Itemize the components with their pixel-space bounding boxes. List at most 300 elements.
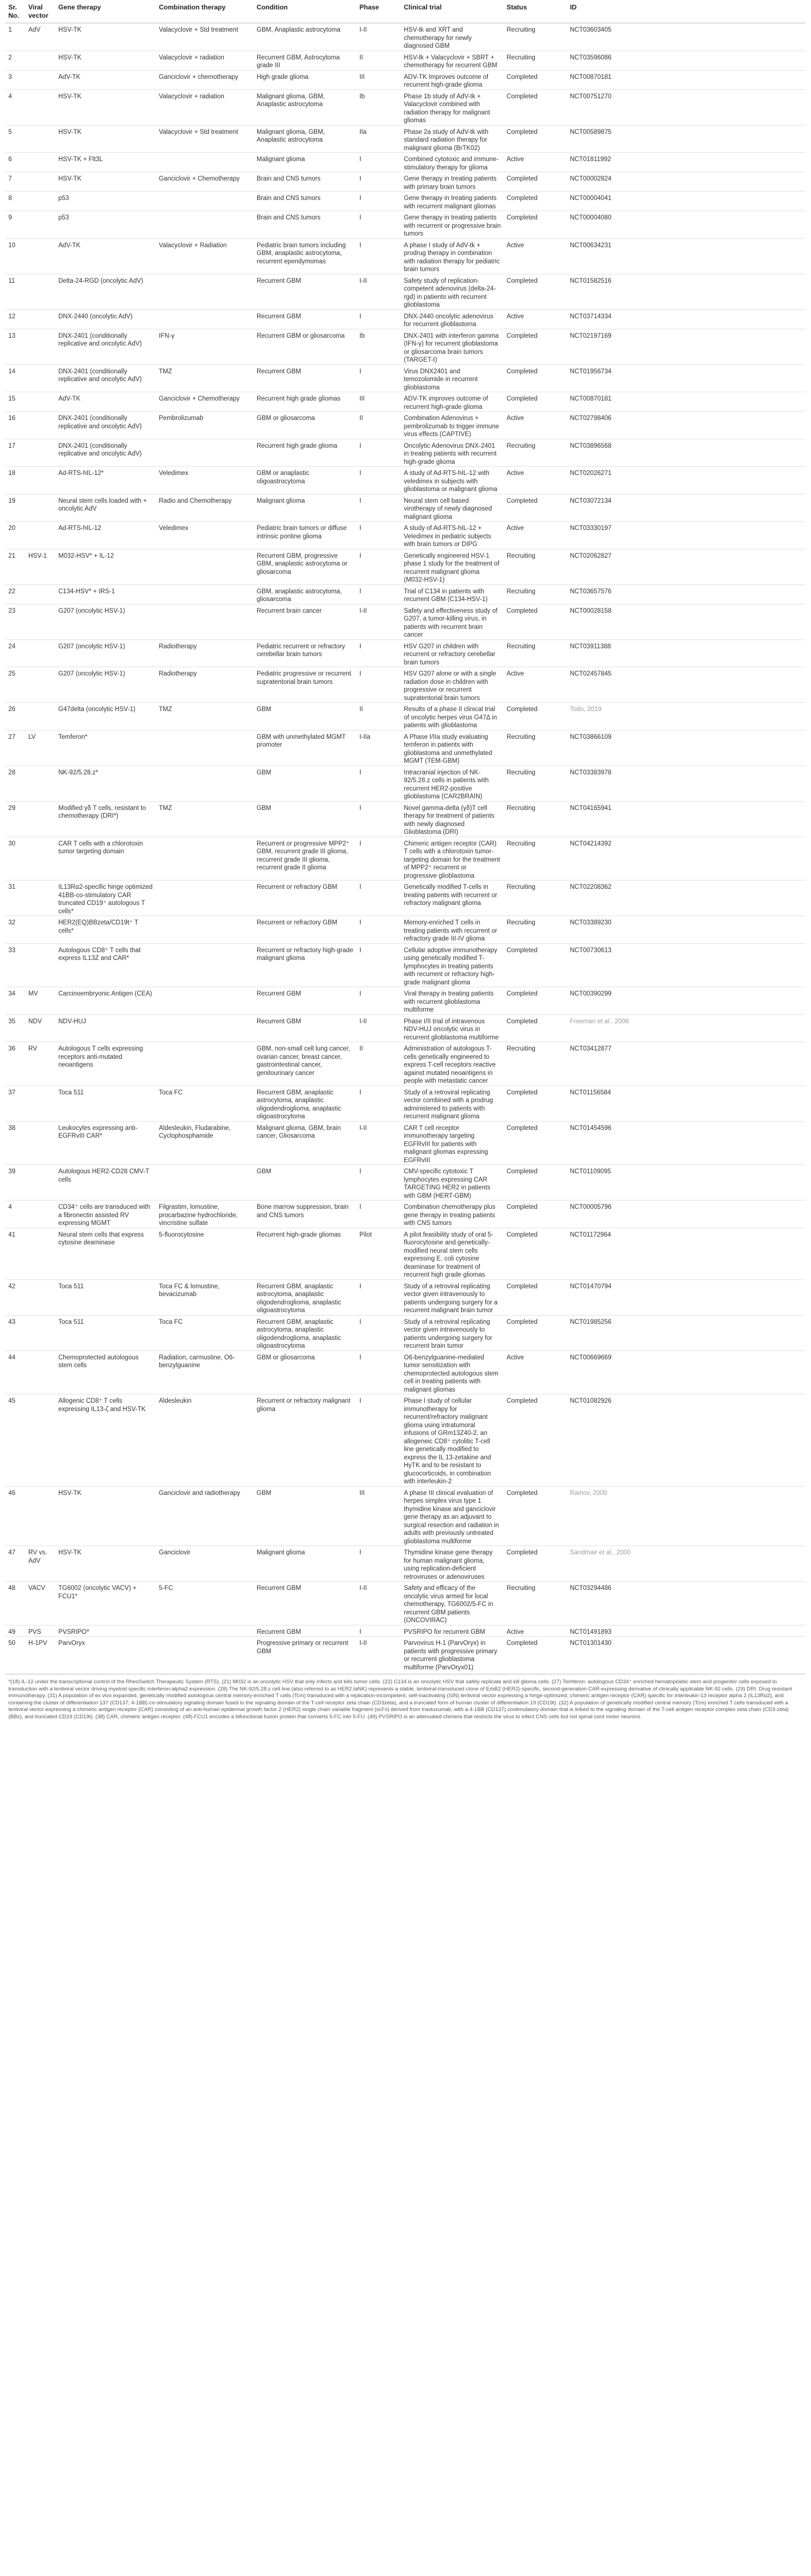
combination-therapy-cell: 5-FC xyxy=(156,1582,254,1625)
condition-cell: Recurrent or refractory malignant glioma xyxy=(254,1394,357,1487)
combination-therapy-cell: Valacyclovir + Std treatment xyxy=(159,27,238,33)
phase-cell: I xyxy=(357,467,401,494)
combination-therapy-cell xyxy=(156,549,254,584)
trial-id-cell: NCT03383978 xyxy=(567,766,805,801)
status-cell: Completed xyxy=(504,172,567,192)
gene-therapy-cell: NDV-HUJ xyxy=(56,1014,156,1042)
status-cell: Completed xyxy=(504,329,567,364)
clinical-trial-cell: Results of a phase II clinical trial of oncolytic herpes virus G47Δ in patients with glioblastoma xyxy=(401,703,504,731)
gene-therapy-cell: HSV-TK xyxy=(56,1486,156,1546)
phase-cell: I xyxy=(357,1165,401,1201)
combination-therapy-cell xyxy=(156,766,254,801)
clinical-trial-cell: PVSRIPO for recurrent GBM xyxy=(401,1625,504,1637)
combination-therapy-cell: Toca FC & lomustine, bevacizumab xyxy=(156,1279,254,1315)
trial-id-cell: NCT03866109 xyxy=(567,730,805,766)
trial-id-cell: NCT00004041 xyxy=(567,192,805,211)
condition-cell: Pediatric brain tumors or diffuse intrinsic pontine glioma xyxy=(254,522,357,549)
viral-vector-cell: MV xyxy=(26,987,56,1015)
status-cell: Completed xyxy=(504,703,567,731)
clinical-trial-cell: Phase I study of cellular immunotherapy for recurrent/refractory malignant glioma using intratumoral infusions of GRm13Z40-2, an allogeneic CD8⁺ cytolitic T-cell line genetically modified to express the IL 13-zetakine and HyTK and to be resistant to glucocorticoids, in combination with interleukin-2 xyxy=(401,1394,504,1487)
table-header xyxy=(6,0,805,23)
trial-id-cell: NCT03714334 xyxy=(567,309,805,329)
sr-no-cell: 22 xyxy=(6,584,26,604)
table-row xyxy=(6,238,805,274)
clinical-trial-cell: Combined cytotoxic and immune-stimulatory therapy for glioma xyxy=(401,153,504,172)
status-cell: Active xyxy=(504,238,567,274)
gene-therapy-cell: Autologous CD8⁺ T cells that express IL13Z and CAR* xyxy=(56,943,156,987)
viral-vector-cell: NDV xyxy=(26,1014,56,1042)
sr-no-cell: 18 xyxy=(6,467,26,494)
clinical-trial-cell: A study of Ad-RTS-hIL-12 with veledimex in subjects with glioblastoma or malignant glioma xyxy=(401,467,504,494)
combination-therapy-cell: Valacyclovir + Radiation xyxy=(156,238,254,274)
viral-vector-cell xyxy=(26,329,56,364)
sr-no-cell: 23 xyxy=(6,604,26,639)
status-cell: Active xyxy=(504,667,567,703)
gene-therapy-cell: HSV-TK xyxy=(56,1546,156,1582)
phase-cell: I xyxy=(357,584,401,604)
viral-vector-cell xyxy=(26,881,56,916)
trial-id-cell: NCT02208362 xyxy=(567,881,805,916)
combination-therapy-cell xyxy=(156,1637,254,1672)
clinical-trial-cell: Parvovirus H-1 (ParvOryx) in patients with progressive primary or recurrent glioblastoma multiforme (ParvOryx01) xyxy=(401,1637,504,1672)
clinical-trial-cell: Phase 2a study of AdV-tk with standard radiation therapy for malignant glioma (BrTK02) xyxy=(401,125,504,153)
combination-therapy-cell xyxy=(156,837,254,881)
table-row xyxy=(6,412,805,439)
combination-therapy-cell: IFN-γ xyxy=(156,329,254,364)
gene-therapy-cell: Chemoprotected autologous stem cells xyxy=(56,1350,156,1394)
status-cell: Active xyxy=(504,412,567,439)
phase-cell: I xyxy=(357,639,401,667)
phase-cell: I xyxy=(357,766,401,801)
trial-id-cell: NCT03603405 xyxy=(570,27,612,33)
viral-vector-cell: H-1PV xyxy=(26,1637,56,1672)
clinical-trial-cell: Virus DNX2401 and temozolomide in recurrent glioblastoma xyxy=(401,364,504,392)
table-row xyxy=(6,639,805,667)
header-phase: Phase xyxy=(357,0,401,23)
sr-no-cell: 2 xyxy=(6,51,26,70)
trial-id-cell: NCT02197169 xyxy=(567,329,805,364)
viral-vector-cell xyxy=(26,211,56,239)
trial-id-cell: NCT01956734 xyxy=(567,364,805,392)
condition-cell: Malignant glioma xyxy=(254,153,357,172)
sr-no-cell: 17 xyxy=(6,439,26,467)
clinical-trial-cell: HSV-tk and XRT and chemotherapy for newly diagnosed GBM xyxy=(404,27,472,49)
condition-cell: Recurrent GBM, anaplastic astrocytoma, anaplastic oligodendroglioma, anaplastic oligoastrocytoma xyxy=(254,1086,357,1121)
viral-vector-cell xyxy=(26,192,56,211)
sr-no-cell: 27 xyxy=(6,730,26,766)
clinical-trial-cell: HSV G207 alone or with a single radiation dose in children with progressive or recurrent supratentorial brain tumors xyxy=(401,667,504,703)
phase-cell: II xyxy=(357,703,401,731)
trial-id-cell: NCT00634231 xyxy=(567,238,805,274)
trial-id-cell: NCT01811992 xyxy=(567,153,805,172)
gene-therapy-cell: Allogenic CD8⁺ T cells expressing IL13-ζ and HSV-TK xyxy=(56,1394,156,1487)
table-row xyxy=(6,192,805,211)
viral-vector-cell xyxy=(26,1394,56,1487)
gene-therapy-cell: ParvOryx xyxy=(56,1637,156,1672)
gene-therapy-cell: AdV-TK xyxy=(56,70,156,89)
gene-therapy-cell: G47delta (oncolytic HSV-1) xyxy=(56,703,156,731)
viral-vector-cell: RV vs. AdV xyxy=(26,1546,56,1582)
clinical-trial-cell: Cellular adoptive immunotherapy using genetically modified T-lymphocytes in treating patients with recurrent or refractory high-grade malignant glioma xyxy=(401,943,504,987)
clinical-trial-cell: HSV-tk + Valacyclovir + SBRT + chemotherapy for recurrent GBM xyxy=(401,51,504,70)
viral-vector-cell: HSV-1 xyxy=(26,549,56,584)
table-row xyxy=(6,916,805,944)
table-row xyxy=(6,667,805,703)
header-combination-therapy: Combination therapy xyxy=(156,0,254,23)
viral-vector-cell xyxy=(26,639,56,667)
clinical-trial-cell: ADV-TK Improves outcome of recurrent high-grade glioma xyxy=(401,70,504,89)
condition-cell: Malignant glioma xyxy=(254,494,357,522)
sr-no-cell: 7 xyxy=(6,172,26,192)
viral-vector-cell: VACV xyxy=(26,1582,56,1625)
header-viral-vector: Viral vector xyxy=(26,0,56,23)
viral-vector-cell xyxy=(26,584,56,604)
condition-cell: Recurrent high-grade gliomas xyxy=(254,1228,357,1279)
clinical-trial-cell: Phase I/II trial of intravenous NDV-HUJ oncolytic virus in recurrent glioblastoma multiforme xyxy=(401,1014,504,1042)
phase-cell: I xyxy=(357,1315,401,1350)
trial-id-cell: NCT03072134 xyxy=(567,494,805,522)
trial-id-cell: NCT00390299 xyxy=(567,987,805,1015)
gene-therapy-cell: G207 (oncolytic HSV-1) xyxy=(56,639,156,667)
gene-therapy-cell: G207 (oncolytic HSV-1) xyxy=(56,604,156,639)
combination-therapy-cell: Ganciclovir + Chemotherapy xyxy=(156,392,254,412)
combination-therapy-cell xyxy=(156,987,254,1015)
combination-therapy-cell: TMZ xyxy=(156,801,254,837)
sr-no-cell: 10 xyxy=(6,238,26,274)
trial-id-cell: NCT00870181 xyxy=(567,392,805,412)
condition-cell: GBM xyxy=(254,1165,357,1201)
phase-cell: I xyxy=(357,1201,401,1228)
condition-cell: Recurrent brain cancer xyxy=(254,604,357,639)
condition-cell: Malignant glioma, GBM, brain cancer, Gliosarcoma xyxy=(254,1121,357,1165)
condition-cell: GBM, anaplastic astrocytoma, gliosarcoma xyxy=(254,584,357,604)
clinical-trial-cell: ADV-TK improves outcome of recurrent high-grade glioma xyxy=(401,392,504,412)
trial-id-cell: NCT00004080 xyxy=(567,211,805,239)
table-row xyxy=(6,1582,805,1625)
trial-id-cell: NCT01156584 xyxy=(567,1086,805,1121)
phase-cell: III xyxy=(357,392,401,412)
viral-vector-cell xyxy=(26,51,56,70)
status-cell: Recruiting xyxy=(504,837,567,881)
gene-therapy-cell: Temferon* xyxy=(56,730,156,766)
trial-id-cell: NCT03389230 xyxy=(567,916,805,944)
viral-vector-cell xyxy=(26,1315,56,1350)
sr-no-cell: 14 xyxy=(6,364,26,392)
combination-therapy-cell: Ganciclovir + Chemotherapy xyxy=(156,172,254,192)
sr-no-cell: 20 xyxy=(6,522,26,549)
sr-no-cell: 38 xyxy=(6,1121,26,1165)
trial-id-cell: NCT01109095 xyxy=(567,1165,805,1201)
gene-therapy-cell: NK-92/5.28.z* xyxy=(56,766,156,801)
trial-id-cell: NCT02062827 xyxy=(567,549,805,584)
condition-cell: GBM with unmethylated MGMT promoter xyxy=(254,730,357,766)
gene-therapy-cell: DNX-2401 (conditionally replicative and oncolytic AdV) xyxy=(56,439,156,467)
table-row xyxy=(6,274,805,309)
sr-no-cell: 21 xyxy=(6,549,26,584)
status-cell: Completed xyxy=(504,1546,567,1582)
gene-therapy-cell: G207 (oncolytic HSV-1) xyxy=(56,667,156,703)
trial-id-cell: NCT03596086 xyxy=(567,51,805,70)
gene-therapy-cell: IL13Rα2-specific hinge optimized 41BB-co-stimulatory CAR truncated CD19⁺ autologous T cells* xyxy=(56,881,156,916)
table-row xyxy=(6,329,805,364)
clinical-trial-cell: Study of a retroviral replicating vector given intravenously to patients undergoing surgery for a recurrent malignant brain tumor xyxy=(401,1279,504,1315)
trial-id-cell: NCT03657576 xyxy=(567,584,805,604)
status-cell: Active xyxy=(504,1350,567,1394)
gene-therapy-cell: M032-HSV* + IL-12 xyxy=(56,549,156,584)
gene-therapy-cell: HSV-TK xyxy=(56,172,156,192)
gene-therapy-cell: Toca 511 xyxy=(56,1086,156,1121)
table-row xyxy=(6,943,805,987)
phase-cell: I-IIa xyxy=(357,730,401,766)
viral-vector-cell xyxy=(26,943,56,987)
status-cell: Completed xyxy=(504,70,567,89)
trial-id-cell: NCT03911388 xyxy=(567,639,805,667)
sr-no-cell: 12 xyxy=(6,309,26,329)
sr-no-cell: 9 xyxy=(6,211,26,239)
phase-cell: I xyxy=(357,172,401,192)
clinical-trial-cell: Gene therapy in treating patients with recurrent malignant gliomas xyxy=(401,192,504,211)
header-gene-therapy: Gene therapy xyxy=(56,0,156,23)
gene-therapy-cell: PVSRIPO* xyxy=(56,1625,156,1637)
gene-therapy-cell: Ad-RTS-hIL-12* xyxy=(56,467,156,494)
status-cell: Active xyxy=(504,309,567,329)
viral-vector-cell xyxy=(26,1279,56,1315)
phase-cell: I xyxy=(357,1546,401,1582)
condition-cell: Brain and CNS tumors xyxy=(254,211,357,239)
status-cell: Completed xyxy=(504,494,567,522)
trial-id-cell: NCT01082926 xyxy=(567,1394,805,1487)
phase-cell: I-II xyxy=(357,1121,401,1165)
viral-vector-cell: AdV xyxy=(28,27,41,33)
trial-id-cell: NCT01172964 xyxy=(567,1228,805,1279)
trial-id-cell: NCT01454596 xyxy=(567,1121,805,1165)
clinical-trial-cell: Safety and efficacy of the oncolytic virus armed for local chemotherapy, TG6002/5-FC in recurrent GBM patients (ONCOVIRAC) xyxy=(401,1582,504,1625)
condition-cell: GBM xyxy=(254,1486,357,1546)
status-cell: Recruiting xyxy=(504,1582,567,1625)
combination-therapy-cell xyxy=(156,309,254,329)
phase-cell: Pilot xyxy=(357,1228,401,1279)
gene-therapy-cell: Toca 511 xyxy=(56,1279,156,1315)
condition-cell: Recurrent GBM xyxy=(254,364,357,392)
combination-therapy-cell: Valacyclovir + Std treatment xyxy=(156,125,254,153)
status-cell: Completed xyxy=(504,89,567,125)
combination-therapy-cell xyxy=(156,211,254,239)
clinical-trial-cell: Viral therapy in treating patients with recurrent glioblastoma multiforme xyxy=(401,987,504,1015)
status-cell: Completed xyxy=(504,1228,567,1279)
sr-no-cell: 41 xyxy=(6,1228,26,1279)
phase-cell: III xyxy=(357,70,401,89)
table-row xyxy=(6,1625,805,1637)
gene-therapy-cell: Neural stem cells that express cytosine deaminase xyxy=(56,1228,156,1279)
sr-no-cell: 35 xyxy=(6,1014,26,1042)
combination-therapy-cell: Radio and Chemotherapy xyxy=(156,494,254,522)
gene-therapy-cell: C134-HSV* + IRS-1 xyxy=(56,584,156,604)
viral-vector-cell xyxy=(26,364,56,392)
phase-cell: Ib xyxy=(357,89,401,125)
gene-therapy-cell: DNX-2401 (conditionally replicative and oncolytic AdV) xyxy=(56,412,156,439)
trial-id-cell: NCT00751270 xyxy=(567,89,805,125)
viral-vector-cell xyxy=(26,916,56,944)
phase-cell: I-II xyxy=(359,27,367,33)
table-row xyxy=(6,837,805,881)
phase-cell: I-II xyxy=(357,1637,401,1672)
sr-no-cell: 3 xyxy=(6,70,26,89)
sr-no-cell: 16 xyxy=(6,412,26,439)
table-row xyxy=(6,1486,805,1546)
clinical-trial-cell: Administration of autologous T-cells genetically engineered to express T-cell receptors reactive against mutated neoantigens in people with metastatic cancer xyxy=(401,1042,504,1086)
viral-vector-cell xyxy=(26,837,56,881)
clinical-trial-cell: Genetically modified T-cells in treating patients with recurrent or refractory malignant glioma xyxy=(401,881,504,916)
status-cell: Completed xyxy=(504,1014,567,1042)
clinical-trial-cell: DNX-2401 with interferon gamma (IFN-γ) for recurrent glioblastoma or gliosarcoma brain tumors (TARGET-I) xyxy=(401,329,504,364)
sr-no-cell: 19 xyxy=(6,494,26,522)
combination-therapy-cell: Aldesleukin, Fludarabine, Cyclophosphamide xyxy=(156,1121,254,1165)
table-row xyxy=(6,89,805,125)
sr-no-cell: 8 xyxy=(6,192,26,211)
table-row xyxy=(6,1394,805,1487)
trial-id-cell: NCT01985256 xyxy=(567,1315,805,1350)
clinical-trial-cell: Gene therapy in treating patients with primary brain tumors xyxy=(401,172,504,192)
viral-vector-cell xyxy=(26,439,56,467)
viral-vector-cell xyxy=(26,703,56,731)
condition-cell: Bone marrow suppression, brain and CNS tumors xyxy=(254,1201,357,1228)
table-row xyxy=(6,211,805,239)
status-cell: Recruiting xyxy=(504,881,567,916)
gene-therapy-cell: p53 xyxy=(56,211,156,239)
table-row xyxy=(6,881,805,916)
status-cell: Completed xyxy=(504,1637,567,1672)
viral-vector-cell xyxy=(26,522,56,549)
clinical-trial-cell: A Phase I/IIa study evaluating temferon in patients with glioblastoma and unmethylated MGMT (TEM-GBM) xyxy=(401,730,504,766)
clinical-trial-cell: A pilot feasibility study of oral 5-fluorocytosine and genetically-modified neural stem cells expressing E. coli cytosine deaminase for treatment of recurrent high grade gliomas xyxy=(401,1228,504,1279)
table-row xyxy=(6,51,805,70)
combination-therapy-cell xyxy=(156,1014,254,1042)
sr-no-cell: 26 xyxy=(6,703,26,731)
clinical-trial-cell: Study of a retroviral replicating vector given intravenously to patients undergoing surgery for recurrent brain tumor xyxy=(401,1315,504,1350)
clinical-trial-cell: A phase III clinical evaluation of herpes simplex virus type 1 thymidine kinase and ganciclovir gene therapy as an adjuvant to surgical resection and radiation in adults with previously untreated glioblastoma multiforme xyxy=(401,1486,504,1546)
gene-therapy-cell: HSV-TK xyxy=(56,125,156,153)
trial-id-cell: NCT03412877 xyxy=(567,1042,805,1086)
combination-therapy-cell xyxy=(156,153,254,172)
sr-no-cell: 4 xyxy=(6,89,26,125)
condition-cell: Pediatric brain tumors including GBM, anaplastic astrocytoma, recurrent ependymomas xyxy=(254,238,357,274)
combination-therapy-cell xyxy=(156,604,254,639)
viral-vector-cell xyxy=(26,1486,56,1546)
condition-cell: Progressive primary or recurrent GBM xyxy=(254,1637,357,1672)
condition-cell: Recurrent high grade gliomas xyxy=(254,392,357,412)
condition-cell: Recurrent GBM xyxy=(254,274,357,309)
clinical-trial-cell: Combination Adenovirus + pembrolizumab to trigger immune virus effects (CAPTIVE) xyxy=(401,412,504,439)
trial-id-cell: NCT01470794 xyxy=(567,1279,805,1315)
sr-no-cell: 30 xyxy=(6,837,26,881)
clinical-trial-cell: Combination chemotherapy plus gene therapy in treating patients with CNS tumors xyxy=(401,1201,504,1228)
phase-cell: I xyxy=(357,192,401,211)
condition-cell: Recurrent or refractory GBM xyxy=(254,916,357,944)
combination-therapy-cell: Radiotherapy xyxy=(156,639,254,667)
status-cell: Recruiting xyxy=(504,584,567,604)
phase-cell: IIa xyxy=(357,125,401,153)
table-row xyxy=(6,1014,805,1042)
viral-vector-cell xyxy=(26,667,56,703)
condition-cell: GBM xyxy=(254,703,357,731)
viral-vector-cell xyxy=(26,766,56,801)
trial-id-cell: NCT03294486 xyxy=(567,1582,805,1625)
sr-no-cell: 6 xyxy=(6,153,26,172)
combination-therapy-cell xyxy=(156,881,254,916)
table-row xyxy=(6,766,805,801)
condition-cell: Recurrent GBM xyxy=(254,1582,357,1625)
condition-cell: High grade glioma xyxy=(254,70,357,89)
phase-cell: I xyxy=(357,309,401,329)
phase-cell: I-II xyxy=(357,274,401,309)
sr-no-cell: 24 xyxy=(6,639,26,667)
status-cell: Completed xyxy=(504,1165,567,1201)
phase-cell: III xyxy=(357,1486,401,1546)
phase-cell: I xyxy=(357,1394,401,1487)
table-row xyxy=(6,23,805,51)
status-cell: Recruiting xyxy=(507,27,535,33)
viral-vector-cell xyxy=(26,1165,56,1201)
trial-id-cell: NCT01301430 xyxy=(567,1637,805,1672)
status-cell: Recruiting xyxy=(504,439,567,467)
sr-no-cell: 13 xyxy=(6,329,26,364)
clinical-trial-cell: Thymidine kinase gene therapy for human malignant glioma, using replication-deficient retroviruses or adenoviruses xyxy=(401,1546,504,1582)
phase-cell: I xyxy=(357,987,401,1015)
condition-cell: Malignant glioma, GBM, Anaplastic astrocytoma xyxy=(254,125,357,153)
header-status: Status xyxy=(504,0,567,23)
sr-no-cell: 46 xyxy=(6,1486,26,1546)
clinical-trial-cell: Novel gamma-delta (γδ)T cell therapy for treatment of patients with newly diagnosed Glioblastoma (DRI) xyxy=(401,801,504,837)
clinical-trial-cell: CMV-specific cytotoxic T lymphocytes expressing CAR TARGETING HER2 in patients with GBM (HERT-GBM) xyxy=(401,1165,504,1201)
clinical-trial-cell: Chimeric antigen receptor (CAR) T cells with a chlorotoxin tumor-targeting domain for the treatment of MPP2⁺ recurrent or progressive glioblastoma xyxy=(401,837,504,881)
phase-cell: I xyxy=(357,943,401,987)
clinical-trial-cell: Phase 1b study of AdV-tk + Valacyclovir combined with radiation therapy for malignant gliomas xyxy=(401,89,504,125)
combination-therapy-cell: Ganciclovir and radiotherapy xyxy=(156,1486,254,1546)
trial-id-cell: NCT00005796 xyxy=(567,1201,805,1228)
sr-no-cell: 25 xyxy=(6,667,26,703)
clinical-trial-cell: HSV G207 in children with recurrent or refractory cerebellar brain tumors xyxy=(401,639,504,667)
gene-therapy-cell: CD34⁺ cells are transduced with a fibronectin assisted RV expressing MGMT xyxy=(56,1201,156,1228)
status-cell: Completed xyxy=(504,943,567,987)
sr-no-cell: 32 xyxy=(6,916,26,944)
clinical-trial-cell: Safety and effectiveness study of G207, a tumor-killing virus, in patients with recurrent brain cancer xyxy=(401,604,504,639)
combination-therapy-cell: Pembrolizumab xyxy=(156,412,254,439)
gene-therapy-cell: Leukocytes expressing anti-EGFRvIII CAR* xyxy=(56,1121,156,1165)
clinical-trial-cell: Intracranial injection of NK-92/5.28.z cells in patients with recurrent HER2-positive glioblastoma (CAR2BRAIN) xyxy=(401,766,504,801)
status-cell: Recruiting xyxy=(504,916,567,944)
header-condition: Condition xyxy=(254,0,357,23)
gene-therapy-cell: TG6002 (oncolytic VACV) + FCU1* xyxy=(56,1582,156,1625)
clinical-trial-cell: DNX-2440 oncolytic adenovirus for recurrent glioblastoma xyxy=(401,309,504,329)
combination-therapy-cell xyxy=(156,730,254,766)
combination-therapy-cell xyxy=(156,1625,254,1637)
phase-cell: II xyxy=(357,1042,401,1086)
status-cell: Completed xyxy=(504,1486,567,1546)
trial-id-cell: Freeman et al., 2006 xyxy=(567,1014,805,1042)
clinical-trial-cell: A phase I study of AdV-tk + prodrug therapy in combination with radiation therapy for pediatric brain tumors xyxy=(401,238,504,274)
table-row xyxy=(6,1315,805,1350)
status-cell: Recruiting xyxy=(504,730,567,766)
clinical-trial-cell: O6-benzylguanine-mediated tumor sensitization with chemoprotected autologous stem cell in treating patients with malignant gliomas xyxy=(401,1350,504,1394)
status-cell: Recruiting xyxy=(504,766,567,801)
clinical-trials-table xyxy=(6,0,805,1672)
sr-no-cell: 15 xyxy=(6,392,26,412)
table-row xyxy=(6,1201,805,1228)
table-row xyxy=(6,730,805,766)
status-cell: Completed xyxy=(504,1394,567,1487)
condition-cell: Recurrent GBM, anaplastic astrocytoma, anaplastic oligodendroglioma, anaplastic oligoastrocytoma xyxy=(254,1315,357,1350)
gene-therapy-cell: Modified γδ T cells, resistant to chemotherapy (DRI*) xyxy=(56,801,156,837)
